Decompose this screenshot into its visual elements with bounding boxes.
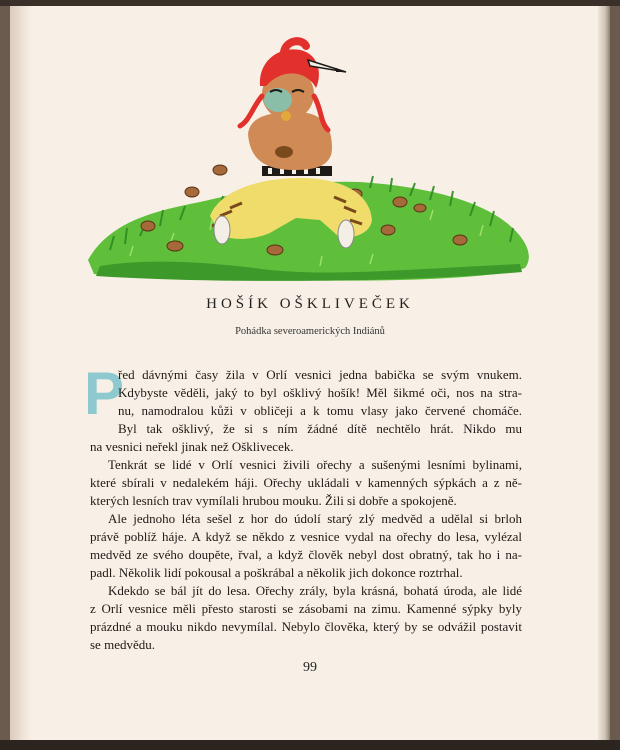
- paragraph-line: prázdné a mouku nikdo nevymílal. Nebylo člověka, který by se odvážil postavit: [90, 619, 522, 634]
- paragraph-line: padl. Několik lidí pokousal a poškrábal a několik jich dokonce roztrhal.: [90, 565, 463, 580]
- paragraph-line: řed dávnými časy žila v Orlí vesnici jedna babička se svým vnukem.: [118, 367, 522, 382]
- drop-cap: P: [84, 360, 125, 427]
- paragraph-line: kterých lesních trav vymílali hrubou mouku. Žili si dobře a spokojeně.: [90, 493, 457, 508]
- paragraph-line: medvěd ze svého doupěte, řval, a když člověk nebyl dost obratný, tak ho i na-: [90, 547, 522, 562]
- illustration-indian-boy-on-meadow: [70, 30, 540, 292]
- paragraph-line: se medvědu.: [90, 637, 155, 652]
- paragraph-line: Kdybyste věděli, jaký to byl ošklivý hošík! Měl šikmé oči, nos na stra-: [118, 385, 522, 400]
- paragraph-line: Tenkrát se lidé v Orlí vesnici živili ořechy a sušenými lesními bylinami,: [108, 457, 522, 472]
- story-subtitle: Pohádka severoamerických Indiánů: [235, 326, 385, 337]
- paragraph-line: Ale jednoho léta sešel z hor do údolí starý zlý medvěd a udělal si brloh: [108, 511, 522, 526]
- paragraph-line: Byl tak ošklivý, že si s ním žádné dítě nechtělo hrát. Nikdo mu: [118, 421, 522, 436]
- scan-edge-bottom: [0, 740, 620, 750]
- paragraph-line: na vesnici neřekl jinak než Ošklivecek.: [90, 439, 294, 454]
- paragraph-line: Kdekdo se bál jít do lesa. Ořechy zrály, byla krásná, bohatá úroda, ale lidé: [108, 583, 522, 598]
- paragraph-line: které sbírali v nedalekém háji. Ořechy ukládali v kamenných sýpkách a z ně-: [90, 475, 522, 490]
- paragraph-line: právě poblíž háje. A když se někdo z vesnice vydal na ořechy do lesa, vylézal: [90, 529, 522, 544]
- paragraph-line: nu, namodralou kůži v obličeji a k tomu vlasy jako červené chomáče.: [118, 403, 522, 418]
- paragraph-line: z Orlí vesnice měli přesto starosti se zásobami na zimu. Kamenné sýpky byly: [90, 601, 522, 616]
- page-gutter-shadow: [10, 6, 32, 740]
- page-edge-shadow: [598, 6, 610, 740]
- story-title: HOŠÍK OŠKLIVEČEK: [206, 296, 414, 312]
- page-number: 99: [303, 660, 317, 675]
